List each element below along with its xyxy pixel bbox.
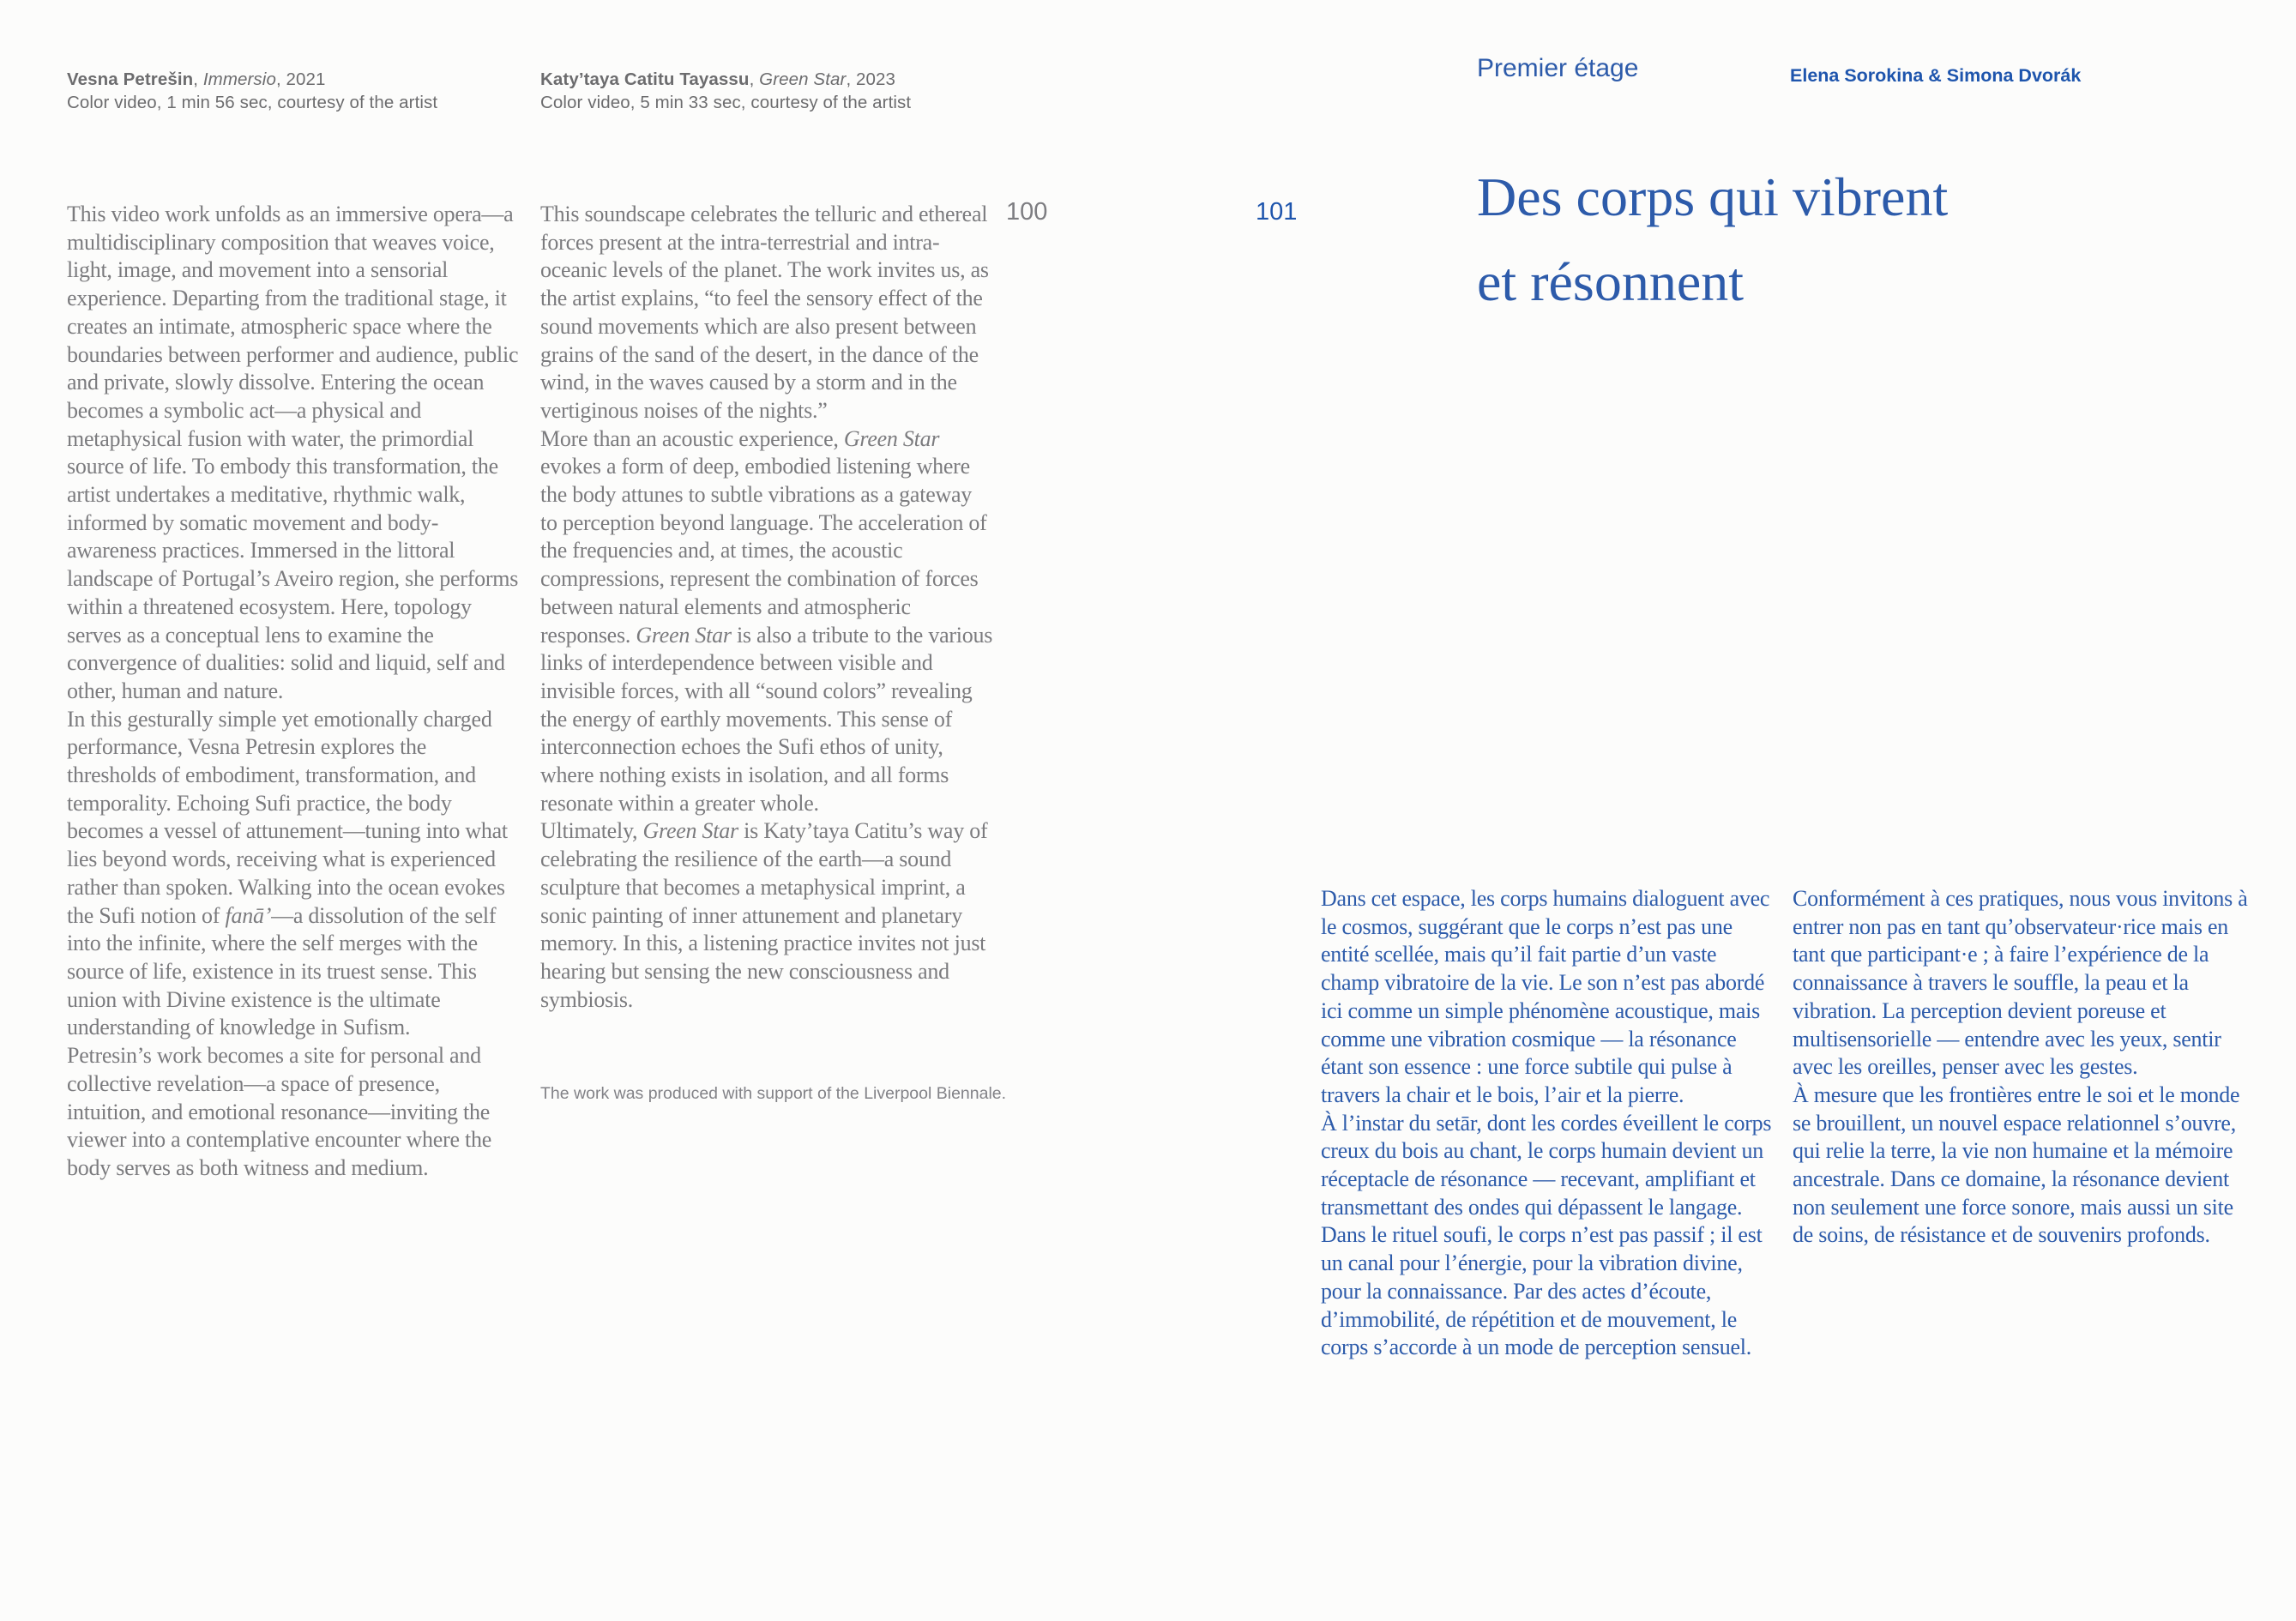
french-text-column-1: [1321, 885, 1774, 1362]
paragraph: In this gesturally simple yet emotionally charged performance, Vesna Petresin explores the thresholds of embodiment, transformation, and temporality. Echoing Sufi practice, the body becomes a vessel of attunement—tuning into what lies beyond words, receiving what is experienced rather than spoken. Walking into the ocean evokes the Sufi notion of fanā’—a dissolution of the self into the infinite, where the self merges with the source of life, existence in its truest sense. This union with Divine existence is the ultimate understanding of knowledge in Sufism.: [67, 706, 508, 1040]
paragraph: Ultimately, Green Star is Katy’taya Catitu’s way of celebrating the resilience of the earth—a sound sculpture that becomes a metaphysical imprint, a sonic painting of inner attunement and planetary memory. In this, a listening practice invites not just hearing but sensing the new consciousness and symbiosis.: [540, 818, 988, 1012]
english-text-column-2: [540, 201, 993, 1014]
french-text-column-2: [1793, 885, 2251, 1250]
section-label: Premier étage: [1477, 54, 1639, 82]
page-number-right: 101: [1256, 198, 1298, 226]
paragraph: Dans cet espace, les corps humains dialoguent avec le cosmos, suggérant que le corps n’est pas une entité scellée, mais qu’il fait partie d’un vaste champ vibratoire de la vie. Le son n’est pas abordé ici comme un simple phénomène acoustique, mais comme une vibration cosmique — la résonance étant son essence : une force subtile qui pulse à travers la chair et le bois, l’air et la pierre.: [1321, 886, 1770, 1107]
paragraph: Conformément à ces pratiques, nous vous invitons à entrer non pas en tant qu’observateur·rice mais en tant que participant·e ; à faire l’expérience de la connaissance à travers le souffle, la peau et la vibration. La perception devient poreuse et multisensorielle — entendre avec les yeux, sentir avec les oreilles, penser avec les gestes.: [1793, 886, 2248, 1080]
paragraph: À mesure que les frontières entre le soi et le monde se brouillent, un nouvel espace relationnel s’ouvre, qui relie la terre, la vie non humaine et la mémoire ancestrale. Dans ce domaine, la résonance devient non seulement une force sonore, mais aussi un site de soins, de résistance et de souvenirs profonds.: [1793, 1082, 2240, 1248]
english-text-column-1: [67, 201, 520, 1183]
paragraph: Petresin’s work becomes a site for personal and collective revelation—a space of presence, intuition, and emotional resonance—inviting the viewer into a contemplative encounter where the body serves as both witness and medium.: [67, 1043, 492, 1180]
production-credit-footnote: The work was produced with support of the Liverpool Biennale.: [540, 1084, 1007, 1103]
paragraph: This soundscape celebrates the telluric and ethereal forces present at the intra-terrestrial and intra-oceanic levels of the planet. The work invites us, as the artist explains, “to feel the sensory effect of the sound movements which are also present between grains of the sand of the desert, in the dance of the wind, in the waves caused by a storm and in the vertiginous noises of the nights.”: [540, 202, 989, 423]
page-number-left: 100: [1006, 198, 1048, 226]
artwork-credit-tayassu: [540, 69, 911, 114]
credit-artist-title: Katy’taya Catitu Tayassu, Green Star, 2023: [540, 69, 896, 89]
paragraph: This video work unfolds as an immersive opera—a multidisciplinary composition that weaves voice, light, image, and movement into a sensorial experience. Departing from the traditional stage, it creates an intimate, atmospheric space where the boundaries between performer and audience, public and private, slowly dissolve. Entering the ocean becomes a symbolic act—a physical and metaphysical fusion with water, the primordial source of life. To embody this transformation, the artist undertakes a meditative, rhythmic walk, informed by somatic movement and body-awareness practices. Immersed in the littoral landscape of Portugal’s Aveiro region, she performs within a threatened ecosystem. Here, topology serves as a conceptual lens to examine the convergence of dualities: solid and liquid, self and other, human and nature.: [67, 202, 519, 703]
paragraph: À l’instar du setār, dont les cordes éveillent le corps creux du bois au chant, le corps humain devient un réceptacle de résonance — recevant, amplifiant et transmettant des ondes qui dépassent le langage.: [1321, 1110, 1772, 1220]
credit-medium: Color video, 5 min 33 sec, courtesy of the artist: [540, 92, 912, 112]
paragraph: Dans le rituel soufi, le corps n’est pas passif ; il est un canal pour l’énergie, pour la vibration divine, pour la connaissance. Par des actes d’écoute, d’immobilité, de répétition et de mouvement, le corps s’accorde à un mode de perception sensuel.: [1321, 1222, 1763, 1360]
chapter-title: [1477, 154, 2189, 324]
paragraph: More than an acoustic experience, Green Star evokes a form of deep, embodied listening where the body attunes to subtle vibrations as a gateway to perception beyond language. The acceleration of the frequencies and, at times, the acoustic compressions, represent the combination of forces between natural elements and atmospheric responses. Green Star is also a tribute to the various links of interdependence between visible and invisible forces, with all “sound colors” revealing the energy of earthly movements. This sense of interconnection echoes the Sufi ethos of unity, where nothing exists in isolation, and all forms resonate within a greater whole.: [540, 425, 993, 816]
curators-names: Elena Sorokina & Simona Dvorák: [1790, 65, 2082, 86]
paragraph: et résonnent: [1477, 251, 1744, 312]
artwork-credit-petresin: [67, 69, 437, 114]
paragraph: Des corps qui vibrent: [1477, 166, 1949, 227]
credit-artist-title: Vesna Petrešin, Immersio, 2021: [67, 69, 326, 89]
credit-medium: Color video, 1 min 56 sec, courtesy of the artist: [67, 92, 438, 112]
